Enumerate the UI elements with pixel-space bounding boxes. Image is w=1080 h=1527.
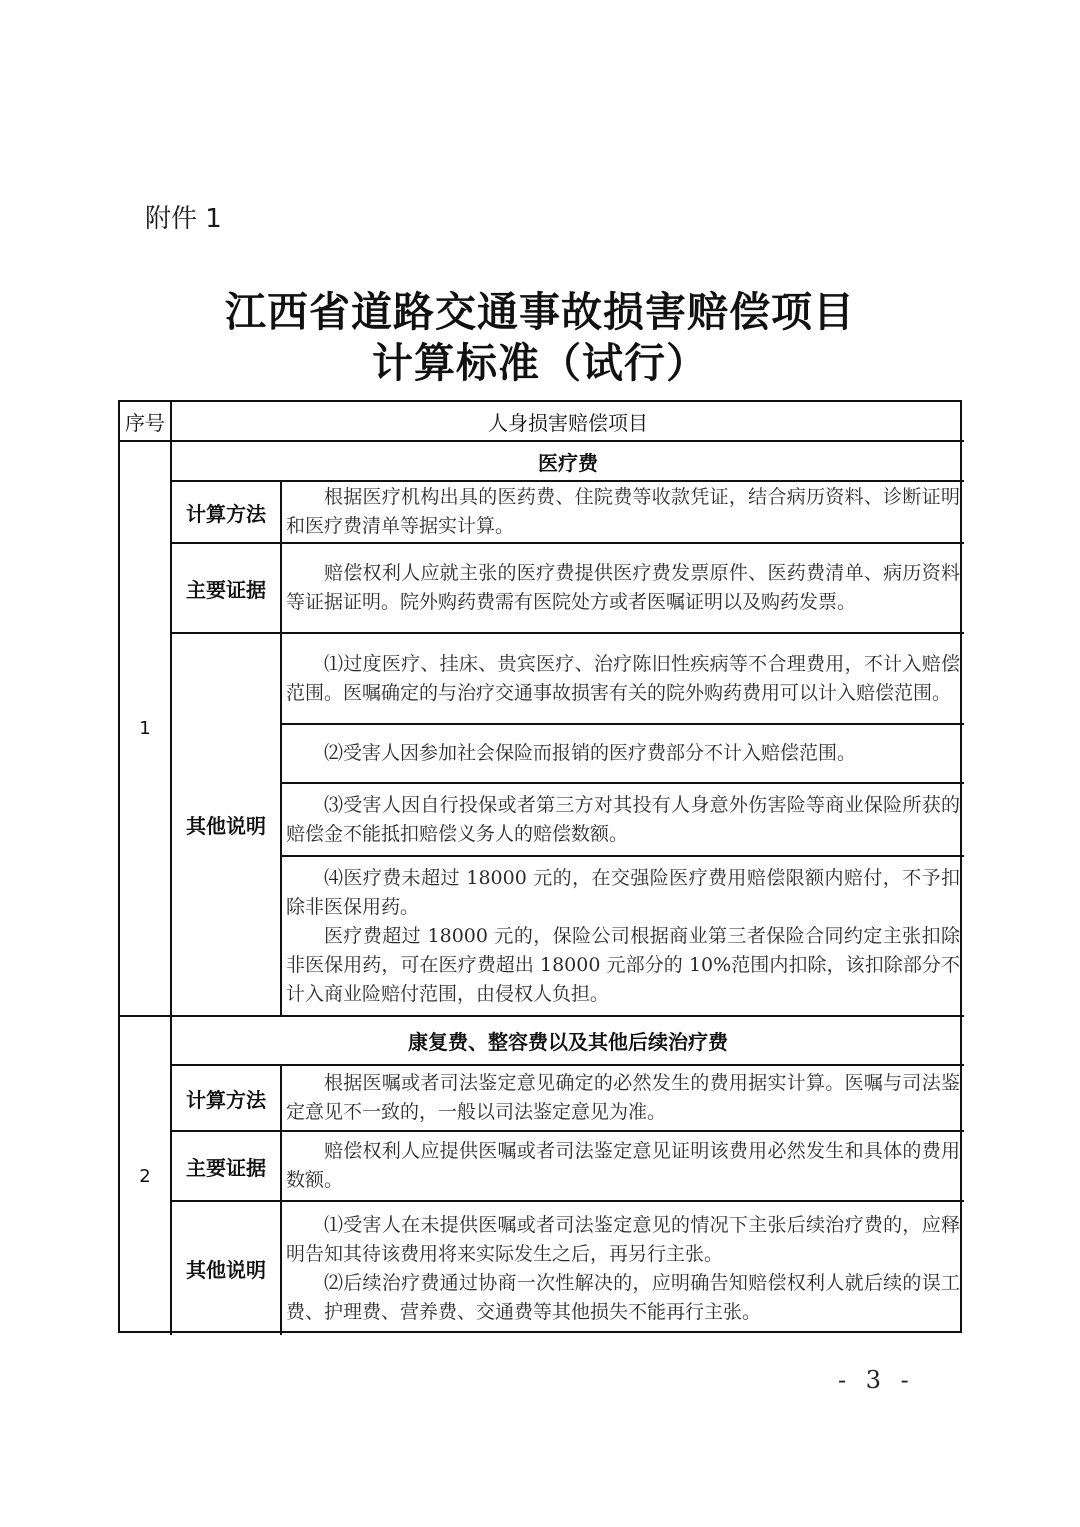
section-2-evidence <box>282 1132 964 1202</box>
section-2-method-text: 根据医嘱或者司法鉴定意见确定的必然发生的费用据实计算。医嘱与司法鉴定意见不一致的，一般以司法鉴定意见为准。 <box>286 1072 960 1123</box>
section-2-evidence-text: 赔偿权利人应提供医嘱或者司法鉴定意见证明该费用必然发生和具体的费用数额。 <box>286 1140 960 1191</box>
annex-label: 附件 1 <box>145 204 222 234</box>
section-1-note-3-text: ⑶受害人因自行投保或者第三方对其投有人身意外伤害险等商业保险所获的赔偿金不能抵扣赔偿义务人的赔偿数额。 <box>286 793 960 845</box>
section-1-evidence <box>282 544 964 634</box>
section-2-method-label: 计算方法 <box>172 1066 282 1132</box>
section-1-note-4 <box>282 857 964 1017</box>
section-1-notes-label: 其他说明 <box>172 634 282 1017</box>
section-1-method <box>282 482 964 544</box>
section-1-note-2 <box>282 725 964 784</box>
section-2-name: 康复费、整容费以及其他后续治疗费 <box>172 1017 964 1066</box>
section-2-evidence-label: 主要证据 <box>172 1132 282 1202</box>
document-title-line1: 江西省道路交通事故损害赔偿项目 <box>225 288 855 336</box>
header-item: 人身损害赔偿项目 <box>172 402 964 442</box>
section-2-notes <box>282 1202 964 1335</box>
section-2-note-1-text: ⑴受害人在未提供医嘱或者司法鉴定意见的情况下主张后续治疗费的，应释明告知其待该费用将来实际发生之后，再另行主张。 <box>286 1213 960 1265</box>
page-number: - 3 - <box>838 1366 915 1394</box>
section-2-note-2-text: ⑵后续治疗费通过协商一次性解决的，应明确告知赔偿权利人就后续的误工费、护理费、营养费、交通费等其他损失不能再行主张。 <box>286 1271 960 1323</box>
section-1-seq: 1 <box>120 442 172 1017</box>
section-1-note-2-text: ⑵受害人因参加社会保险而报销的医疗费部分不计入赔偿范围。 <box>324 742 857 764</box>
document-title-line2: 计算标准（试行） <box>372 339 708 387</box>
section-1-note-4b-text: 医疗费超过 18000 元的，保险公司根据商业第三者保险合同约定主张扣除非医保用药，可在医疗费超出 18000 元部分的 10%范围内扣除，该扣除部分不计入商业险赔付范围，由侵权人负担。 <box>286 924 960 1005</box>
section-1-evidence-text: 赔偿权利人应就主张的医疗费提供医疗费发票原件、医药费清单、病历资料等证据证明。院外购药费需有医院处方或者医嘱证明以及购药发票。 <box>286 562 960 613</box>
section-1-evidence-label: 主要证据 <box>172 544 282 634</box>
section-1-note-4-text: ⑷医疗费未超过 18000 元的，在交强险医疗费用赔偿限额内赔付，不予扣除非医保用药。 <box>286 866 960 918</box>
section-1-note-1-text: ⑴过度医疗、挂床、贵宾医疗、治疗陈旧性疾病等不合理费用，不计入赔偿范围。医嘱确定的与治疗交通事故损害有关的院外购药费用可以计入赔偿范围。 <box>286 652 960 704</box>
compensation-table <box>118 400 962 1333</box>
section-1-note-1 <box>282 634 964 725</box>
section-1-method-label: 计算方法 <box>172 482 282 544</box>
section-1-note-3 <box>282 784 964 857</box>
section-2-method <box>282 1066 964 1132</box>
section-2-notes-label: 其他说明 <box>172 1202 282 1335</box>
section-1-name: 医疗费 <box>172 442 964 482</box>
section-1-method-text: 根据医疗机构出具的医药费、住院费等收款凭证，结合病历资料、诊断证明和医疗费清单等据实计算。 <box>286 486 960 537</box>
section-2-seq: 2 <box>120 1017 172 1335</box>
header-seq: 序号 <box>120 402 172 442</box>
